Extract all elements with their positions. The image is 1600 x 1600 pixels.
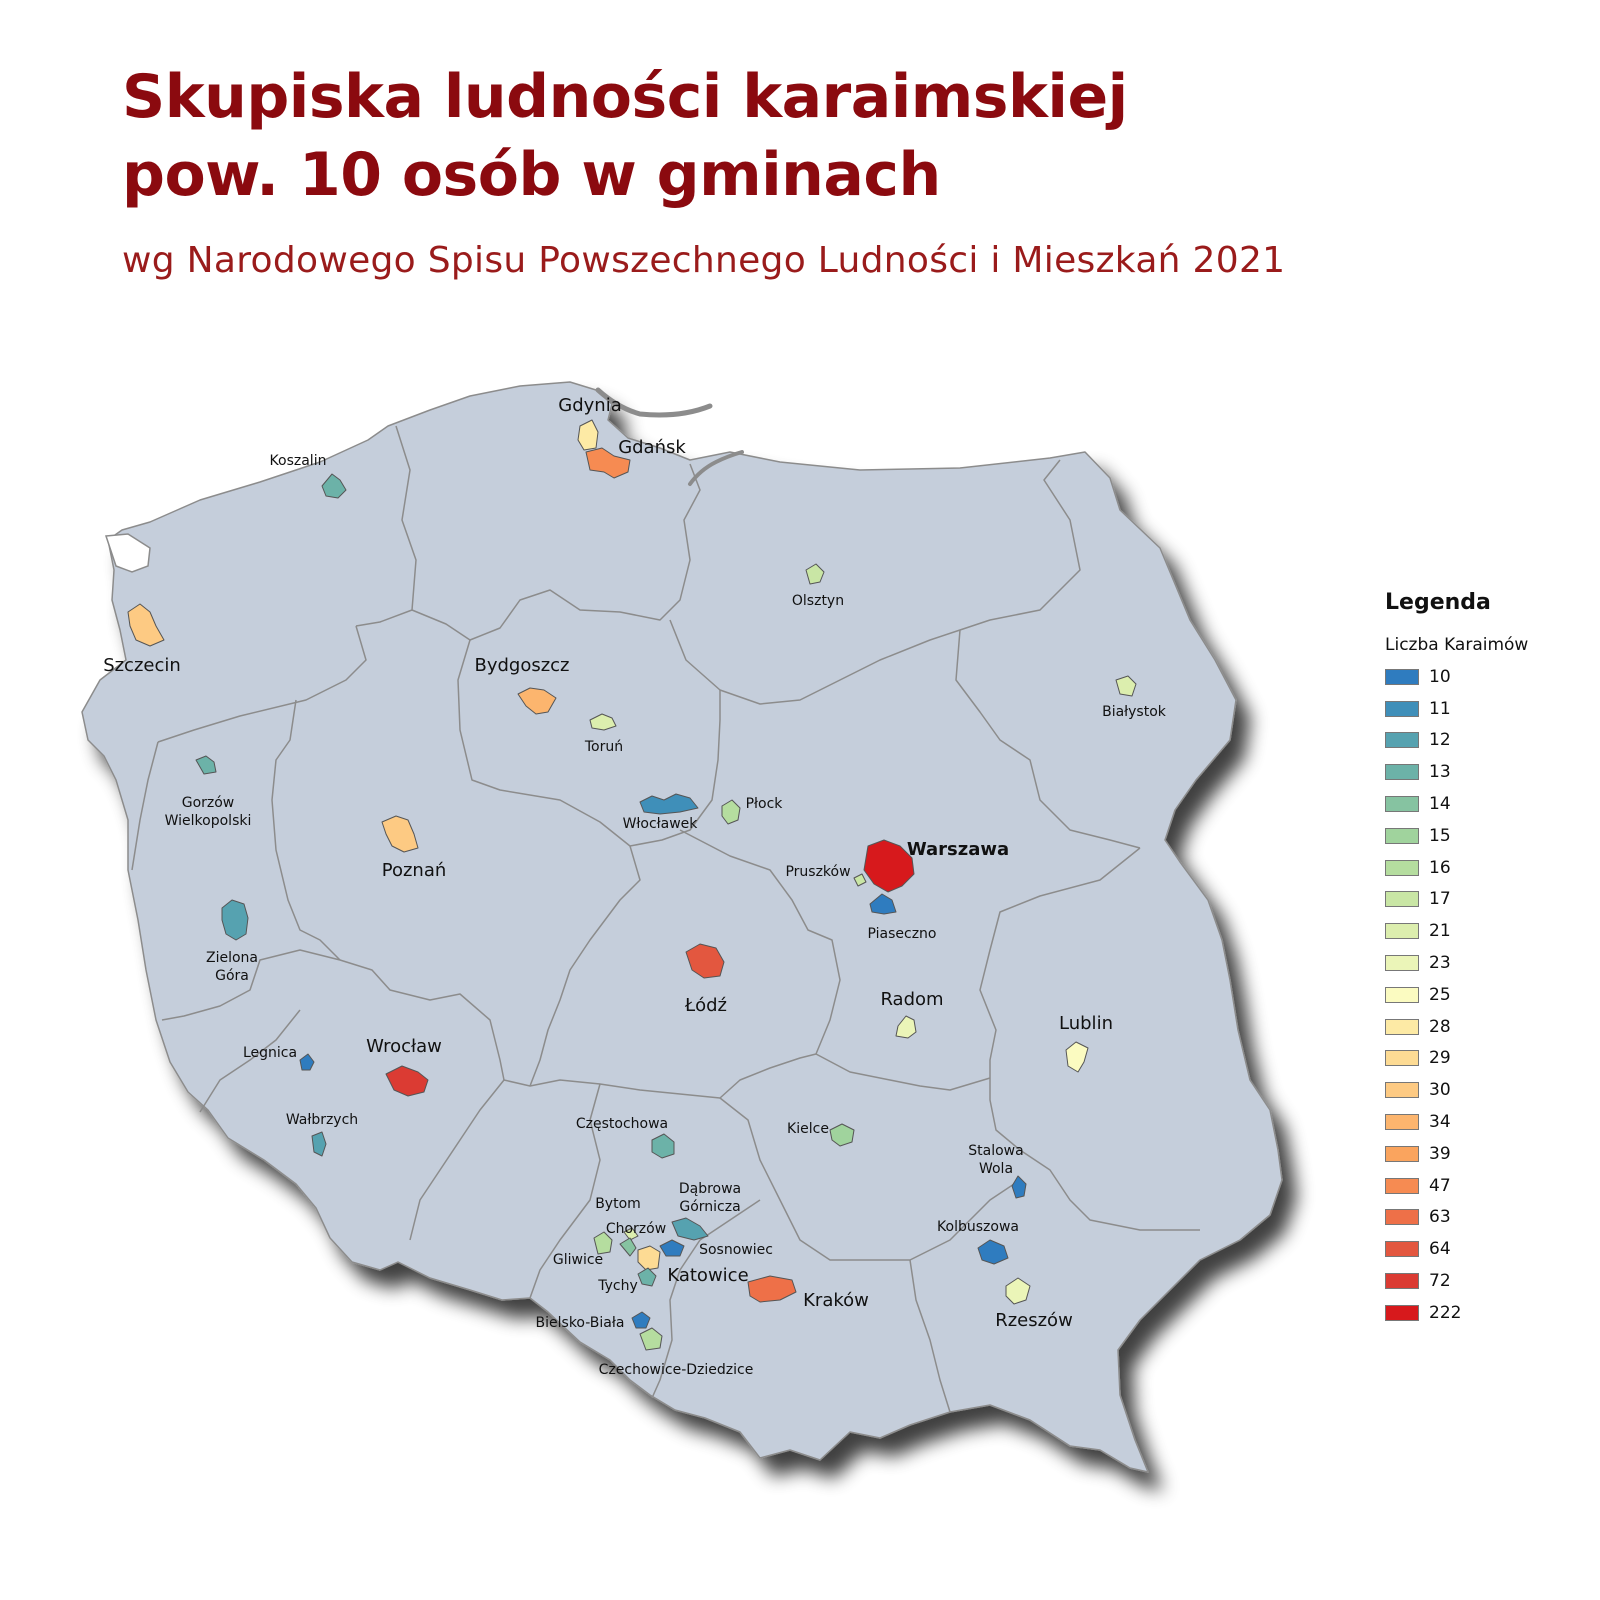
legend-swatch: [1385, 796, 1419, 812]
legend-swatch: [1385, 701, 1419, 717]
map-subtitle: wg Narodowego Spisu Powszechnego Ludności i Mieszkań 2021: [122, 240, 1286, 281]
legend-swatch: [1385, 1305, 1419, 1321]
legend-swatch: [1385, 987, 1419, 1003]
label-lublin: Lublin: [1059, 1013, 1113, 1034]
label-wroclaw: Wrocław: [366, 1036, 442, 1057]
legend-value: 30: [1429, 1080, 1451, 1101]
legend-value: 222: [1429, 1302, 1462, 1323]
legend-value: 64: [1429, 1239, 1451, 1260]
legend-swatch: [1385, 1114, 1419, 1130]
label-bialystok: Białystok: [1102, 704, 1166, 720]
label-szczecin: Szczecin: [103, 655, 181, 676]
legend: [1385, 590, 1528, 1329]
label-kolbuszowa: Kolbuszowa: [937, 1219, 1019, 1235]
legend-item: [1385, 1043, 1528, 1075]
label-rzeszow: Rzeszów: [995, 1310, 1073, 1331]
label-plock: Płock: [745, 796, 783, 812]
legend-value: 11: [1429, 698, 1451, 719]
label-dabrowa-1: Dąbrowa: [678, 1181, 742, 1197]
legend-value: 34: [1429, 1112, 1451, 1133]
label-poznan: Poznań: [381, 860, 447, 881]
legend-subtitle: Liczba Karaimów: [1385, 635, 1529, 655]
label-olsztyn: Olsztyn: [791, 593, 845, 609]
label-sosnowiec: Sosnowiec: [699, 1242, 773, 1258]
legend-item: [1385, 693, 1528, 725]
label-pruszkow: Pruszków: [785, 864, 851, 880]
label-gorzow-2: Wielkopolski: [164, 813, 252, 829]
label-bytom: Bytom: [595, 1196, 641, 1212]
legend-value: 29: [1429, 1048, 1451, 1069]
legend-swatch: [1385, 860, 1419, 876]
legend-item: [1385, 884, 1528, 916]
legend-value: 13: [1429, 762, 1451, 783]
label-katowice: Katowice: [667, 1265, 749, 1286]
legend-value: 15: [1429, 825, 1451, 846]
label-walbrzych: Wałbrzych: [285, 1112, 359, 1128]
legend-swatch: [1385, 891, 1419, 907]
label-dabrowa-2: Górnicza: [679, 1199, 741, 1215]
legend-item: [1385, 947, 1528, 979]
legend-value: 17: [1429, 889, 1451, 910]
legend-value: 16: [1429, 857, 1451, 878]
legend-swatch: [1385, 955, 1419, 971]
legend-item: [1385, 852, 1528, 884]
label-czechowice: Czechowice-Dziedzice: [598, 1362, 754, 1378]
label-lodz: Łódź: [684, 995, 728, 1016]
label-piaseczno: Piaseczno: [867, 926, 937, 942]
legend-value: 21: [1429, 921, 1451, 942]
label-radom: Radom: [880, 989, 944, 1010]
legend-item: [1385, 979, 1528, 1011]
legend-swatch: [1385, 923, 1419, 939]
legend-value: 23: [1429, 953, 1451, 974]
label-stalowa-wola-2: Wola: [978, 1161, 1014, 1177]
label-zielona-gora-2: Góra: [215, 968, 249, 984]
legend-value: 47: [1429, 1175, 1451, 1196]
title-line-1: Skupiska ludności karaimskiej: [122, 62, 1128, 132]
label-koszalin: Koszalin: [269, 453, 327, 469]
label-torun: Toruń: [584, 739, 624, 755]
legend-items: [1385, 661, 1528, 1329]
label-tychy: Tychy: [598, 1278, 638, 1294]
label-kielce: Kielce: [787, 1121, 829, 1137]
legend-item: [1385, 661, 1528, 693]
label-gorzow-1: Gorzów: [181, 795, 235, 811]
label-chorzow: Chorzów: [605, 1221, 667, 1237]
label-gdansk: Gdańsk: [618, 437, 686, 458]
label-legnica: Legnica: [242, 1045, 298, 1061]
legend-value: 39: [1429, 1143, 1451, 1164]
legend-item: [1385, 1106, 1528, 1138]
legend-swatch: [1385, 1050, 1419, 1066]
legend-item: [1385, 1233, 1528, 1265]
legend-value: 12: [1429, 730, 1451, 751]
legend-swatch: [1385, 1273, 1419, 1289]
legend-item: [1385, 1011, 1528, 1043]
legend-title: Legenda: [1385, 590, 1491, 615]
legend-value: 72: [1429, 1271, 1451, 1292]
legend-value: 63: [1429, 1207, 1451, 1228]
legend-swatch: [1385, 1082, 1419, 1098]
poland-outline: [82, 382, 1282, 1472]
legend-swatch: [1385, 1209, 1419, 1225]
legend-item: [1385, 1138, 1528, 1170]
legend-value: 10: [1429, 666, 1451, 687]
label-stalowa-wola-1: Stalowa: [968, 1143, 1024, 1159]
legend-item: [1385, 1170, 1528, 1202]
label-bielsko: Bielsko-Biała: [535, 1315, 625, 1331]
legend-item: [1385, 725, 1528, 757]
label-gdynia: Gdynia: [558, 395, 622, 416]
legend-value: 14: [1429, 794, 1451, 815]
legend-swatch: [1385, 828, 1419, 844]
legend-item: [1385, 915, 1528, 947]
legend-item: [1385, 820, 1528, 852]
label-warszawa: Warszawa: [906, 839, 1010, 860]
legend-item: [1385, 1297, 1528, 1329]
legend-item: [1385, 1074, 1528, 1106]
legend-swatch: [1385, 1019, 1419, 1035]
legend-swatch: [1385, 669, 1419, 685]
legend-swatch: [1385, 764, 1419, 780]
title-line-2: pow. 10 osób w gminach: [122, 140, 941, 210]
label-wloclawek: Włocławek: [622, 816, 698, 832]
city-shape-zielona-gora: [222, 900, 248, 940]
legend-item: [1385, 1202, 1528, 1234]
legend-swatch: [1385, 732, 1419, 748]
label-zielona-gora-1: Zielona: [205, 950, 259, 966]
legend-item: [1385, 756, 1528, 788]
label-bydgoszcz: Bydgoszcz: [474, 655, 570, 676]
legend-swatch: [1385, 1241, 1419, 1257]
legend-item: [1385, 1265, 1528, 1297]
legend-item: [1385, 788, 1528, 820]
label-czestochowa: Częstochowa: [575, 1116, 669, 1132]
label-gliwice: Gliwice: [552, 1252, 604, 1268]
legend-value: 28: [1429, 1016, 1451, 1037]
legend-value: 25: [1429, 984, 1451, 1005]
legend-swatch: [1385, 1178, 1419, 1194]
label-krakow: Kraków: [803, 1290, 869, 1311]
legend-swatch: [1385, 1146, 1419, 1162]
